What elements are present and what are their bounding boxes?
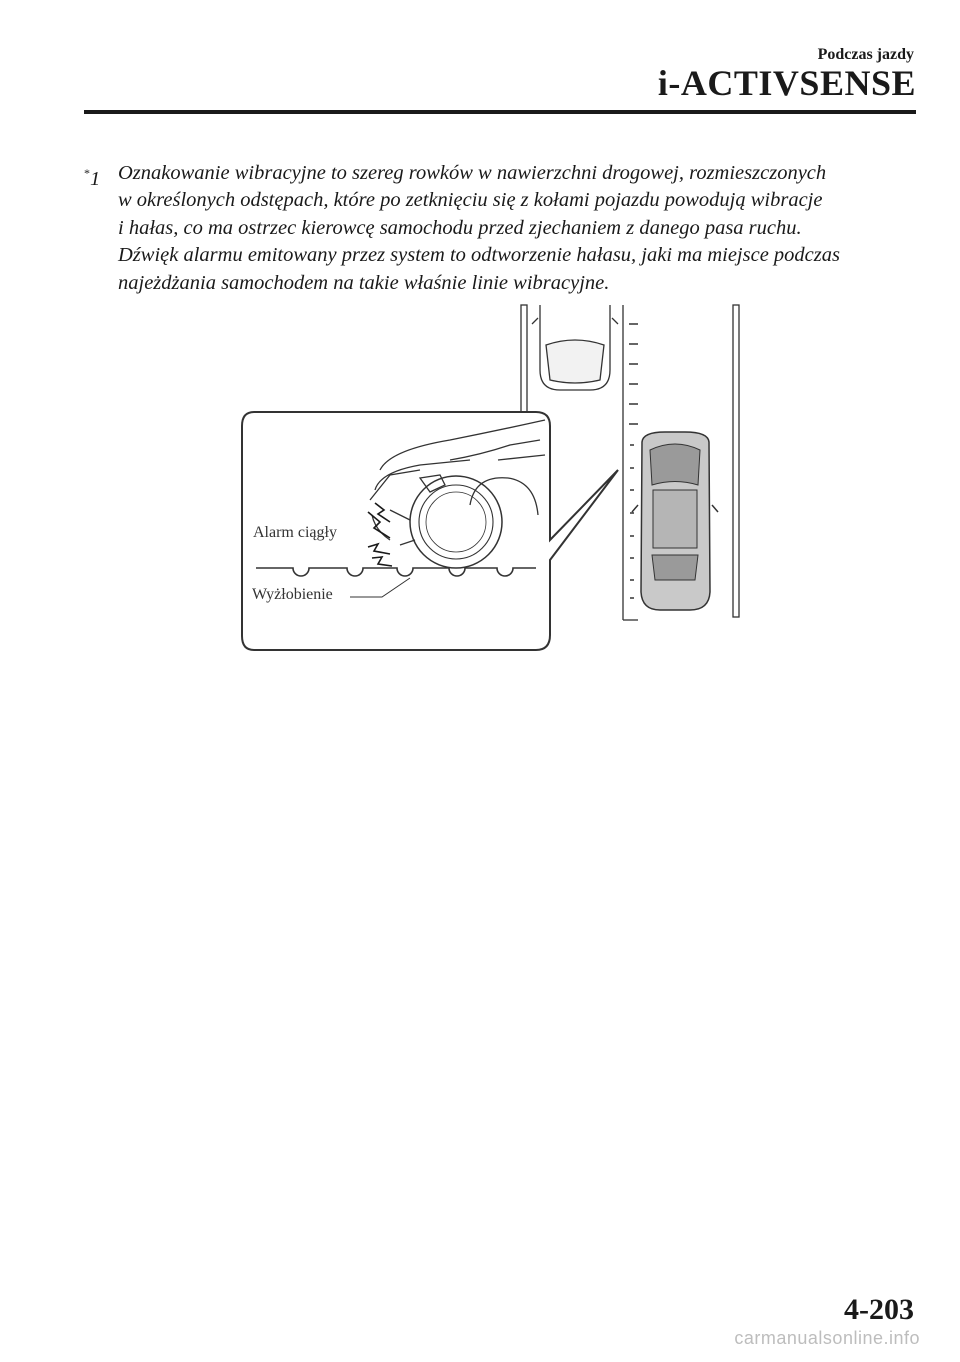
- footnote: [84, 160, 924, 297]
- page-number: 4-203: [844, 1293, 914, 1326]
- chapter-title: i-ACTIVSENSE: [657, 63, 916, 103]
- section-title: Podczas jazdy: [817, 46, 914, 63]
- footnote-line: i hałas, co ma ostrzec kierowcę samochodu przed zjechaniem z danego pasa ruchu.: [118, 216, 802, 239]
- alarm-label: Alarm ciągły: [253, 524, 337, 541]
- leading-car: [532, 305, 618, 390]
- vehicle-top-view: [632, 432, 718, 610]
- rumble-strip-dashes: [629, 324, 638, 598]
- groove-label: Wyżłobienie: [252, 586, 333, 603]
- footnote-line: w określonych odstępach, które po zetknięciu się z kołami pojazdu powodują wibracje: [118, 189, 823, 212]
- footnote-line: Oznakowanie wibracyjne to szereg rowków w nawierzchni drogowej, rozmieszczonych: [118, 162, 827, 184]
- footnote-line: Dźwięk alarmu emitowany przez system to odtworzenie hałasu, jaki ma miejsce podczas: [118, 244, 840, 267]
- rumble-strip-illustration: [240, 300, 750, 655]
- header-divider: [84, 110, 916, 114]
- watermark: carmanualsonline.info: [734, 1328, 920, 1348]
- footnote-line: najeżdżania samochodem na takie właśnie linie wibracyjne.: [118, 271, 610, 294]
- footnote-marker: *1: [84, 166, 101, 190]
